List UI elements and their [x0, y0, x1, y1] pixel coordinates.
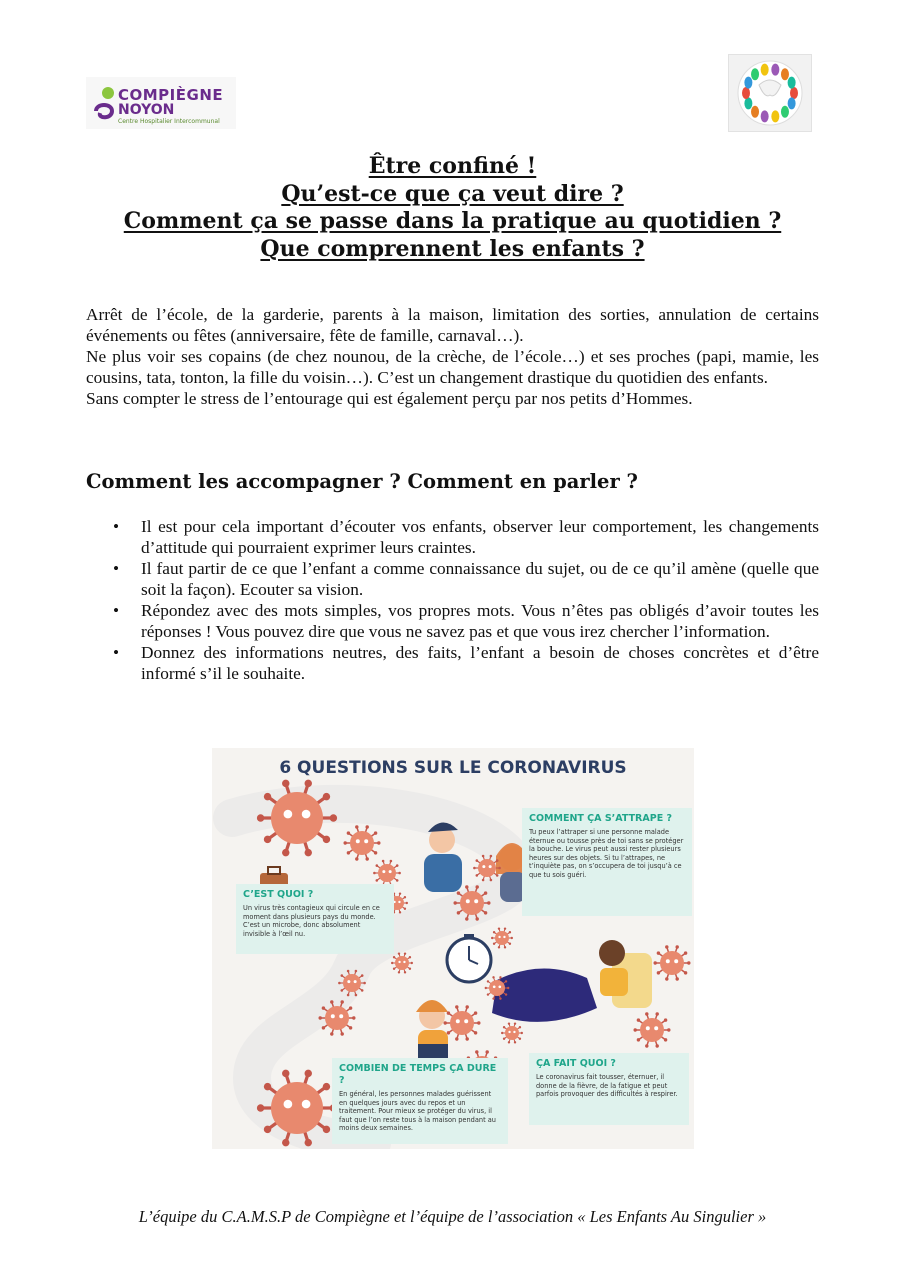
virus-icon [443, 1005, 480, 1040]
handprint-icon [781, 68, 789, 80]
handprints-circle-icon [729, 55, 811, 131]
virus-icon [343, 825, 380, 860]
list-item-text: Répondez avec des mots simples, vos propres mots. Vous n’êtes pas obligés d’avoir toutes les réponses ! Vous pouvez dire que vous ne savez pas et que vous irez chercher l’information. [141, 601, 819, 641]
bullet-icon: • [113, 601, 120, 620]
handprint-icon [744, 97, 752, 109]
box-title: ÇA FAIT QUOI ? [536, 1058, 616, 1069]
box-comment-ca-s-attrape [522, 808, 692, 916]
box-body: Un virus très contagieux qui circule en ce moment dans plusieurs pays du monde. C’est un microbe, donc absolument invisible à l’œil nu. [243, 904, 380, 938]
page-title [60, 153, 845, 263]
handprint-icon [788, 97, 796, 109]
box-body: En général, les personnes malades guérissent en quelques jours avec du repos et un traitement. Pour mieux se protéger du virus, il faut que l’on reste tous à la maison pendant au moins deux semaines. [339, 1090, 496, 1133]
virus-icon [373, 860, 401, 887]
title-line-2: Qu’est-ce que ça veut dire ? [281, 180, 624, 207]
bullet-icon: • [113, 643, 120, 662]
handprint-icon [771, 110, 779, 122]
logo-line-2: NOYON [118, 102, 175, 118]
coronavirus-infographic [212, 748, 694, 1149]
handprint-icon [790, 87, 798, 99]
box-title: C’EST QUOI ? [243, 889, 314, 900]
virus-icon [633, 1012, 670, 1047]
sick-child-in-bed-icon [492, 940, 652, 1022]
box-body: Le coronavirus fait tousser, éternuer, il donne de la fièvre, de la fatigue et peut parfois provoquer des difficultés à respirer. [536, 1073, 678, 1099]
intro-paragraph-1: Arrêt de l’école, de la garderie, parents à la maison, limitation des sorties, annulation de certains événements ou fêtes (anniversaire, fête de famille, carnaval…). [86, 305, 819, 345]
list-item-text: Donnez des informations neutres, des faits, l’enfant a besoin de choses concrètes et d’être informé s’il le souhaite. [141, 643, 819, 683]
virus-icon [653, 945, 690, 980]
handprint-icon [751, 68, 759, 80]
infographic-title: 6 QUESTIONS SUR LE CORONAVIRUS [279, 758, 627, 778]
girl-sneezing-icon [416, 1000, 448, 1060]
compiegne-noyon-logo [86, 77, 236, 129]
logo-line-1: COMPIÈGNE [118, 86, 224, 104]
footer-credit: L’équipe du C.A.M.S.P de Compiègne et l’équipe de l’association « Les Enfants Au Singulier » [138, 1207, 767, 1226]
virus-icon [501, 1022, 523, 1043]
handprint-icon [771, 64, 779, 76]
box-body: Tu peux l’attraper si une personne malade éternue ou tousse près de toi sans se protéger la bouche. Le virus peut aussi rester plusieurs heures sur des objets. Si tu l’attrapes, ne t’inquiète pas, on s’occupera de toi jusqu’à ce que tu sois guéri. [529, 828, 684, 879]
handprint-icon [742, 87, 750, 99]
virus-icon [491, 927, 513, 948]
logo-line-3: Centre Hospitalier Intercommunal [118, 118, 220, 125]
bullet-icon: • [113, 517, 120, 536]
intro-paragraph-2: Ne plus voir ses copains (de chez nounou, de la crèche, de l’école…) et ses proches (papi, mamie, les cousins, tata, tonton, la fille du voisin…). C’est un changement drastique du quotidien des enfants. [86, 347, 819, 387]
list-item-text: Il est pour cela important d’écouter vos enfants, observer leur comportement, les changements d’attitude qui pourraient exprimer leurs craintes. [141, 517, 819, 557]
list-item [86, 558, 819, 600]
bullet-icon: • [113, 559, 120, 578]
hospital-logo-mark-icon [92, 85, 118, 121]
title-line-1: Être confiné ! [368, 153, 537, 179]
handprint-icon [761, 64, 769, 76]
title-line-3: Comment ça se passe dans la pratique au quotidien ? [123, 208, 782, 234]
handprint-icon [761, 110, 769, 122]
handprint-icon [781, 106, 789, 118]
title-line-4: Que comprennent les enfants ? [260, 235, 645, 262]
box-ca-fait-quoi [529, 1053, 689, 1125]
intro-text [86, 304, 819, 409]
handprint-icon [788, 77, 796, 89]
list-item [86, 600, 819, 642]
box-combien-de-temps [332, 1058, 508, 1144]
box-title: COMMENT ÇA S’ATTRAPE ? [529, 813, 672, 824]
handprint-icon [751, 106, 759, 118]
box-title: COMBIEN DE TEMPS ÇA DURE ? [339, 1063, 497, 1086]
list-item [86, 516, 819, 558]
box-c-est-quoi [236, 884, 394, 954]
advice-list [86, 516, 819, 684]
list-item-text: Il faut partir de ce que l’enfant a comme connaissance du sujet, ou de ce qu’il amène (quelle que soit la façon). Ecouter sa vision. [141, 559, 819, 599]
clock-icon [447, 934, 491, 982]
list-item [86, 642, 819, 684]
intro-paragraph-3: Sans compter le stress de l’entourage qui est également perçu par nos petits d’Hommes. [86, 389, 693, 408]
section-heading: Comment les accompagner ? Comment en parler ? [86, 470, 638, 493]
association-logo [728, 54, 812, 132]
handprint-icon [744, 77, 752, 89]
